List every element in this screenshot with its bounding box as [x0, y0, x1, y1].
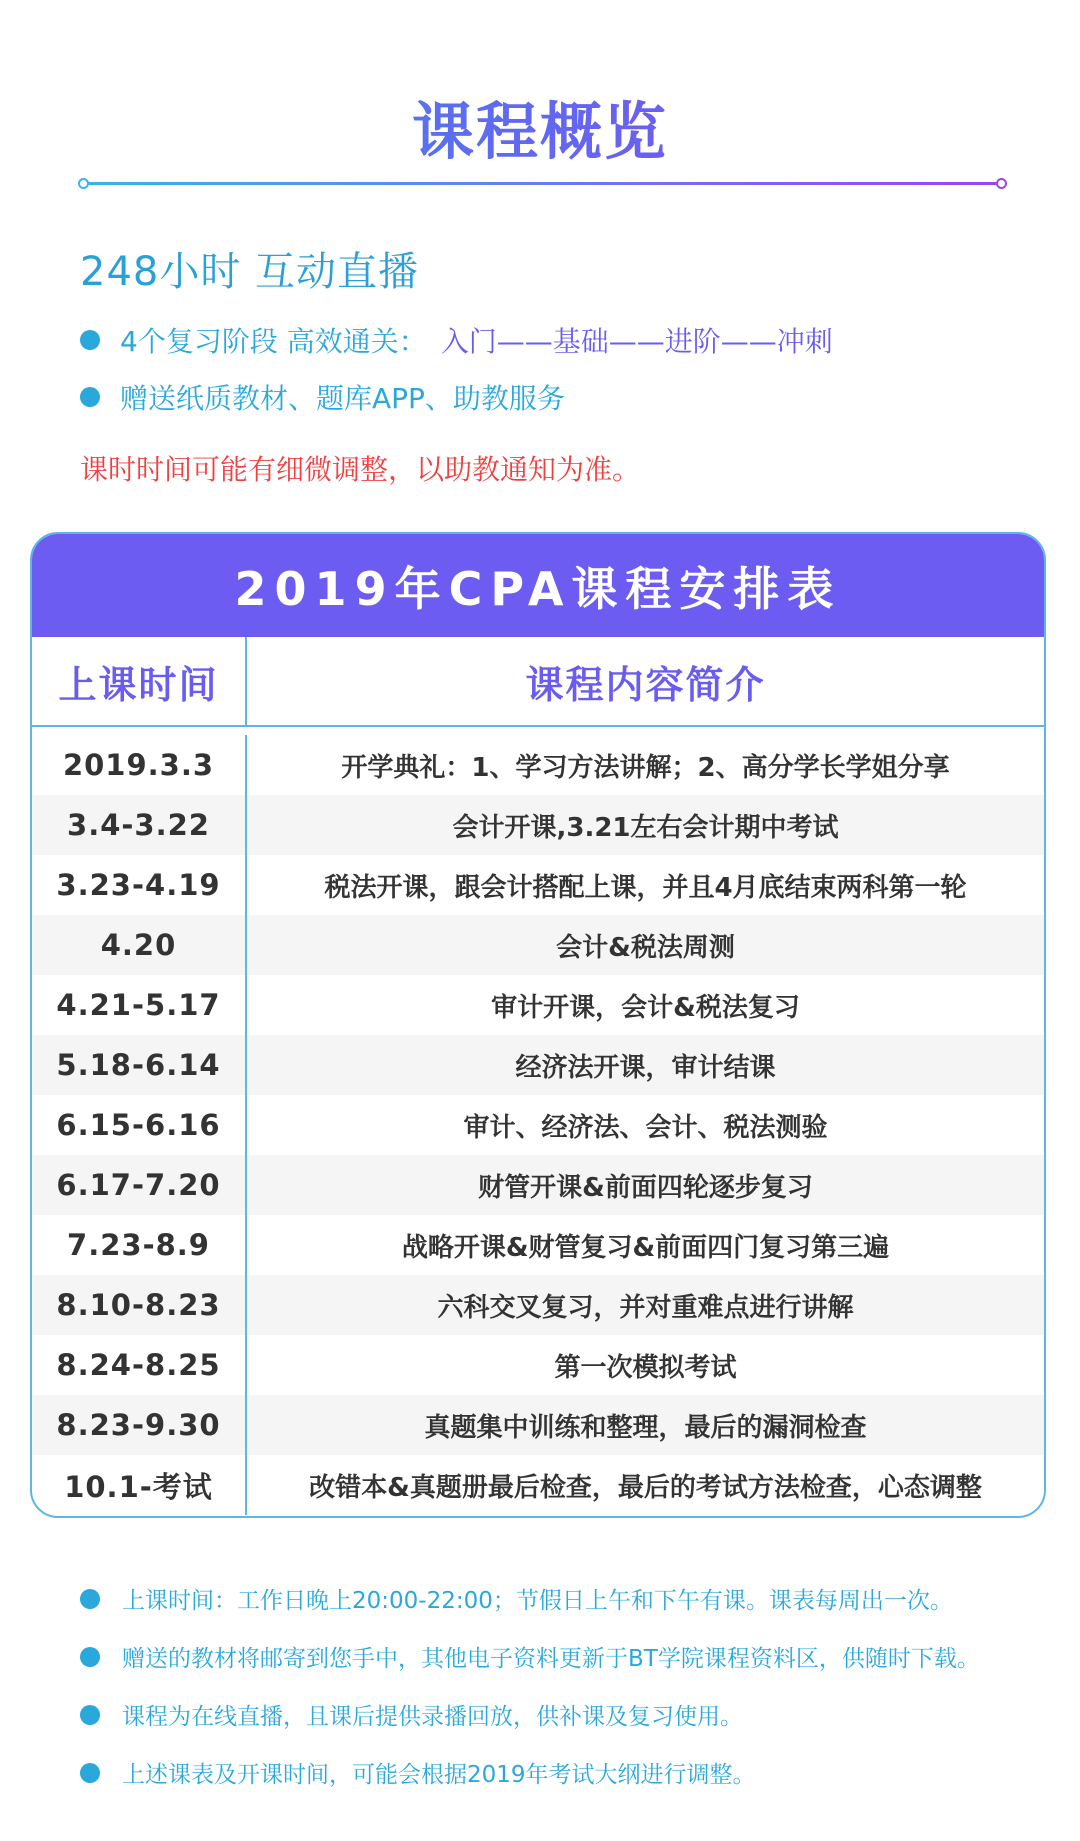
divider-end-dot	[78, 178, 89, 189]
row-time: 4.20	[32, 915, 247, 975]
bullet-dot-icon	[80, 1589, 100, 1609]
table-row	[32, 1455, 1044, 1515]
table-row	[32, 1395, 1044, 1455]
row-time: 3.4-3.22	[32, 795, 247, 855]
row-time: 3.23-4.19	[32, 855, 247, 915]
row-time: 6.15-6.16	[32, 1095, 247, 1155]
bullet-dot-icon	[80, 387, 100, 407]
header-time: 上课时间	[32, 637, 247, 725]
table-row	[32, 915, 1044, 975]
adjustment-note: 课时时间可能有细微调整，以助教通知为准。	[80, 453, 641, 486]
bullet-gifts-text: 赠送纸质教材、题库APP、助教服务	[120, 382, 565, 415]
row-content: 改错本&真题册最后检查，最后的考试方法检查，心态调整	[309, 1472, 982, 1503]
row-content: 经济法开课，审计结课	[515, 1052, 776, 1083]
bullet-dot-icon	[80, 1763, 100, 1783]
row-content: 六科交叉复习，并对重难点进行讲解	[437, 1292, 854, 1323]
footnote-text: 课程为在线直播，且课后提供录播回放，供补课及复习使用。	[122, 1704, 743, 1730]
table-row	[32, 1335, 1044, 1395]
table-row	[32, 1155, 1044, 1215]
row-content: 财管开课&前面四轮逐步复习	[478, 1172, 813, 1203]
row-time: 4.21-5.17	[32, 975, 247, 1035]
schedule-table	[30, 532, 1046, 1518]
table-row	[32, 1275, 1044, 1335]
row-content: 真题集中训练和整理，最后的漏洞检查	[424, 1412, 867, 1443]
footnote-text: 上述课表及开课时间，可能会根据2019年考试大纲进行调整。	[122, 1762, 756, 1788]
bullet-dot-icon	[80, 1647, 100, 1667]
footnote-item	[80, 1582, 953, 1615]
row-time: 2019.3.3	[32, 735, 247, 795]
row-content: 第一次模拟考试	[554, 1352, 737, 1383]
row-time: 7.23-8.9	[32, 1215, 247, 1275]
bullet-stages-label: 4个复习阶段 高效通关：	[120, 325, 427, 358]
footnote-item	[80, 1756, 756, 1789]
row-time: 6.17-7.20	[32, 1155, 247, 1215]
table-row	[32, 795, 1044, 855]
row-content: 税法开课，跟会计搭配上课，并且4月底结束两科第一轮	[324, 872, 967, 903]
table-row	[32, 1035, 1044, 1095]
row-content: 开学典礼：1、学习方法讲解；2、高分学长学姐分享	[341, 752, 950, 783]
table-row	[32, 735, 1044, 795]
row-time: 8.23-9.30	[32, 1395, 247, 1455]
row-time: 10.1-考试	[32, 1455, 247, 1515]
header-content: 课程内容简介	[525, 662, 766, 707]
page-title: 课程概览	[0, 82, 1080, 171]
schedule-rows	[32, 735, 1044, 1515]
divider-end-dot	[996, 178, 1007, 189]
table-row	[32, 1215, 1044, 1275]
table-row	[32, 855, 1044, 915]
footnote-item	[80, 1640, 980, 1673]
bullet-stages	[80, 320, 833, 360]
row-time: 8.24-8.25	[32, 1335, 247, 1395]
row-time: 8.10-8.23	[32, 1275, 247, 1335]
table-row	[32, 1095, 1044, 1155]
footnote-item	[80, 1698, 743, 1731]
schedule-header-row	[32, 637, 1044, 727]
row-content: 审计开课，会计&税法复习	[491, 992, 800, 1023]
row-content: 会计&税法周测	[556, 932, 735, 963]
bullet-dot-icon	[80, 1705, 100, 1725]
bullet-stages-value: 入门——基础——进阶——冲刺	[440, 325, 833, 358]
row-content: 审计、经济法、会计、税法测验	[463, 1112, 828, 1143]
bullet-dot-icon	[80, 330, 100, 350]
row-content: 会计开课,3.21左右会计期中考试	[452, 812, 839, 843]
table-row	[32, 975, 1044, 1035]
row-time: 5.18-6.14	[32, 1035, 247, 1095]
row-content: 战略开课&财管复习&前面四门复习第三遍	[401, 1232, 890, 1263]
hours-headline: 248小时 互动直播	[80, 249, 420, 295]
bullet-gifts	[80, 377, 565, 417]
title-divider	[84, 182, 1001, 185]
schedule-title: 2019年CPA课程安排表	[32, 534, 1044, 637]
footnote-text: 赠送的教材将邮寄到您手中，其他电子资料更新于BT学院课程资料区，供随时下载。	[122, 1646, 980, 1672]
footnote-text: 上课时间：工作日晚上20:00-22:00；节假日上午和下午有课。课表每周出一次。	[122, 1588, 953, 1614]
